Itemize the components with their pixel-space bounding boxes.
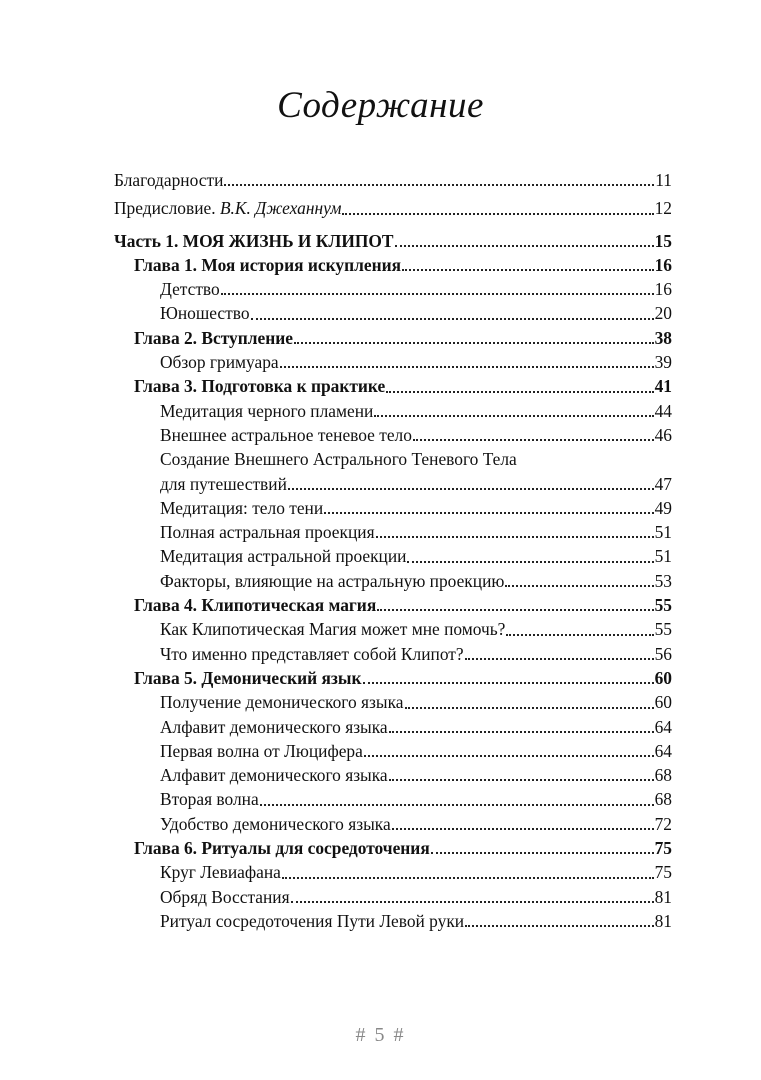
toc-page-number: 39 <box>654 352 672 373</box>
toc-page-number: 64 <box>654 716 672 737</box>
toc-chapter <box>114 374 672 398</box>
toc-entry-label: Получение демонического языка <box>160 692 404 713</box>
toc-page-number: 15 <box>654 230 672 251</box>
toc-page-number: 12 <box>654 198 672 219</box>
toc-entry-label: Алфавит демонического языка <box>160 716 388 737</box>
toc-section <box>114 472 672 496</box>
toc-page-number: 38 <box>654 327 672 348</box>
leader-dots <box>465 925 654 927</box>
leader-dots <box>465 658 654 660</box>
toc-entry-author: В.К. Джеханнум <box>219 198 342 219</box>
leader-dots <box>251 318 654 320</box>
toc-section <box>114 690 672 714</box>
toc-chapter <box>114 253 672 277</box>
leader-dots <box>402 269 654 271</box>
toc-page-number: 60 <box>654 692 672 713</box>
toc-page-number: 44 <box>654 400 672 421</box>
leader-dots <box>363 682 654 684</box>
toc-section <box>114 909 672 933</box>
toc-page-number: 16 <box>654 279 672 300</box>
toc-entry-label: Глава 5. Демонический язык <box>134 667 362 688</box>
toc-page-number: 75 <box>654 838 672 859</box>
toc-entry-label: Медитация астральной проекции <box>160 546 407 567</box>
leader-dots <box>376 536 654 538</box>
toc-section <box>114 301 672 325</box>
leader-dots <box>364 755 654 757</box>
toc-section <box>114 763 672 787</box>
toc-entry <box>114 196 672 220</box>
toc-section <box>114 569 672 593</box>
leader-dots <box>224 184 654 186</box>
toc-entry-label: Глава 2. Вступление <box>134 327 293 348</box>
toc-section <box>114 447 672 471</box>
page-number-footer: # 5 # <box>355 1024 406 1046</box>
toc-page-number: 64 <box>654 740 672 761</box>
toc-page-number: 68 <box>654 765 672 786</box>
toc-entry-label: Круг Левиафана <box>160 862 281 883</box>
toc-entry-label: Удобство демонического языка <box>160 813 391 834</box>
toc-section <box>114 544 672 568</box>
toc-section <box>114 520 672 544</box>
toc-entry-label: Благодарности <box>114 170 224 190</box>
toc-entry-label: Что именно представляет собой Клипот? <box>160 643 464 664</box>
toc-entry-label: Глава 4. Клипотическая магия <box>134 595 377 616</box>
toc-entry <box>114 168 672 192</box>
toc-chapter <box>114 593 672 617</box>
toc-entry-label: Ритуал сосредоточения Пути Левой руки <box>160 910 465 931</box>
toc-entry-label: Первая волна от Люцифера <box>160 740 363 761</box>
leader-dots <box>282 877 654 879</box>
leader-dots <box>389 779 654 781</box>
toc-entry-label: Как Клипотическая Магия может мне помочь? <box>160 619 506 640</box>
toc-entry-label: Предисловие. В.К. Джеханнум <box>114 198 342 219</box>
toc-entry-label: Глава 6. Ритуалы для сосредоточения <box>134 838 430 859</box>
toc-section <box>114 812 672 836</box>
toc-entry-label: Часть 1. МОЯ ЖИЗНЬ И КЛИПОТ <box>114 230 394 251</box>
toc-section <box>114 617 672 641</box>
toc-page-number: 68 <box>654 789 672 810</box>
toc-entry-label: Глава 1. Моя история искупления <box>134 254 402 275</box>
leader-dots <box>288 488 654 490</box>
toc-page-number: 41 <box>654 376 672 397</box>
leader-dots <box>291 901 654 903</box>
toc-entry-label: Алфавит демонического языка <box>160 765 388 786</box>
toc-entry-label: для путешествий <box>160 473 287 494</box>
toc-entry-label: Обряд Восстания <box>160 886 290 907</box>
toc-page-number: 16 <box>654 254 672 275</box>
toc-page-number: 11 <box>655 170 672 190</box>
toc-page-number: 46 <box>654 424 672 445</box>
toc-section <box>114 350 672 374</box>
toc-page-number: 75 <box>654 862 672 883</box>
leader-dots <box>386 391 653 393</box>
leader-dots <box>405 707 654 709</box>
toc-page-number: 81 <box>654 886 672 907</box>
toc-entry-label: Глава 3. Подготовка к практике <box>134 376 386 397</box>
toc-chapter <box>114 326 672 350</box>
toc-entry-label: Медитация черного пламени <box>160 400 374 421</box>
leader-dots <box>342 213 653 215</box>
toc-entry-label: Факторы, влияющие на астральную проекцию <box>160 570 505 591</box>
leader-dots <box>374 415 653 417</box>
toc-entry-label: Детство <box>160 279 220 300</box>
toc-section <box>114 885 672 909</box>
toc-page-number: 20 <box>654 303 672 324</box>
toc-entry-label: Обзор гримуара <box>160 352 279 373</box>
toc-page-number: 49 <box>654 497 672 518</box>
toc-page-number: 81 <box>654 910 672 931</box>
toc-page-number: 60 <box>654 667 672 688</box>
toc-entry-label: Создание Внешнего Астрального Теневого Тела <box>160 449 517 470</box>
table-of-contents <box>114 168 672 933</box>
toc-section <box>114 423 672 447</box>
toc-page-number: 55 <box>654 595 672 616</box>
leader-dots <box>392 828 654 830</box>
leader-dots <box>377 609 653 611</box>
toc-entry-label: Юношество <box>160 303 250 324</box>
leader-dots <box>324 512 653 514</box>
leader-dots <box>280 366 654 368</box>
toc-chapter <box>114 836 672 860</box>
toc-page-number: 72 <box>654 813 672 834</box>
toc-page-number: 55 <box>654 619 672 640</box>
toc-section <box>114 642 672 666</box>
leader-dots <box>431 852 654 854</box>
toc-section <box>114 739 672 763</box>
toc-page-number: 53 <box>654 570 672 591</box>
toc-entry-label: Полная астральная проекция <box>160 522 375 543</box>
toc-entry-label: Внешнее астральное теневое тело <box>160 424 412 445</box>
toc-page-number: 47 <box>654 473 672 494</box>
toc-entry-label: Вторая волна <box>160 789 259 810</box>
leader-dots <box>221 293 654 295</box>
toc-entry-label: Медитация: тело тени <box>160 497 324 518</box>
toc-section <box>114 496 672 520</box>
toc-section <box>114 787 672 811</box>
leader-dots <box>505 585 653 587</box>
toc-section <box>114 277 672 301</box>
toc-page-number: 51 <box>654 546 672 567</box>
leader-dots <box>413 439 654 441</box>
toc-section <box>114 399 672 423</box>
leader-dots <box>395 245 654 247</box>
leader-dots <box>506 634 653 636</box>
toc-section <box>114 860 672 884</box>
leader-dots <box>407 561 653 563</box>
toc-section <box>114 715 672 739</box>
page-title: Содержание <box>277 85 484 126</box>
toc-page-number: 56 <box>654 643 672 664</box>
toc-page-number: 51 <box>654 522 672 543</box>
toc-part <box>114 229 672 253</box>
leader-dots <box>294 342 654 344</box>
leader-dots <box>389 731 654 733</box>
toc-chapter <box>114 666 672 690</box>
leader-dots <box>260 804 654 806</box>
